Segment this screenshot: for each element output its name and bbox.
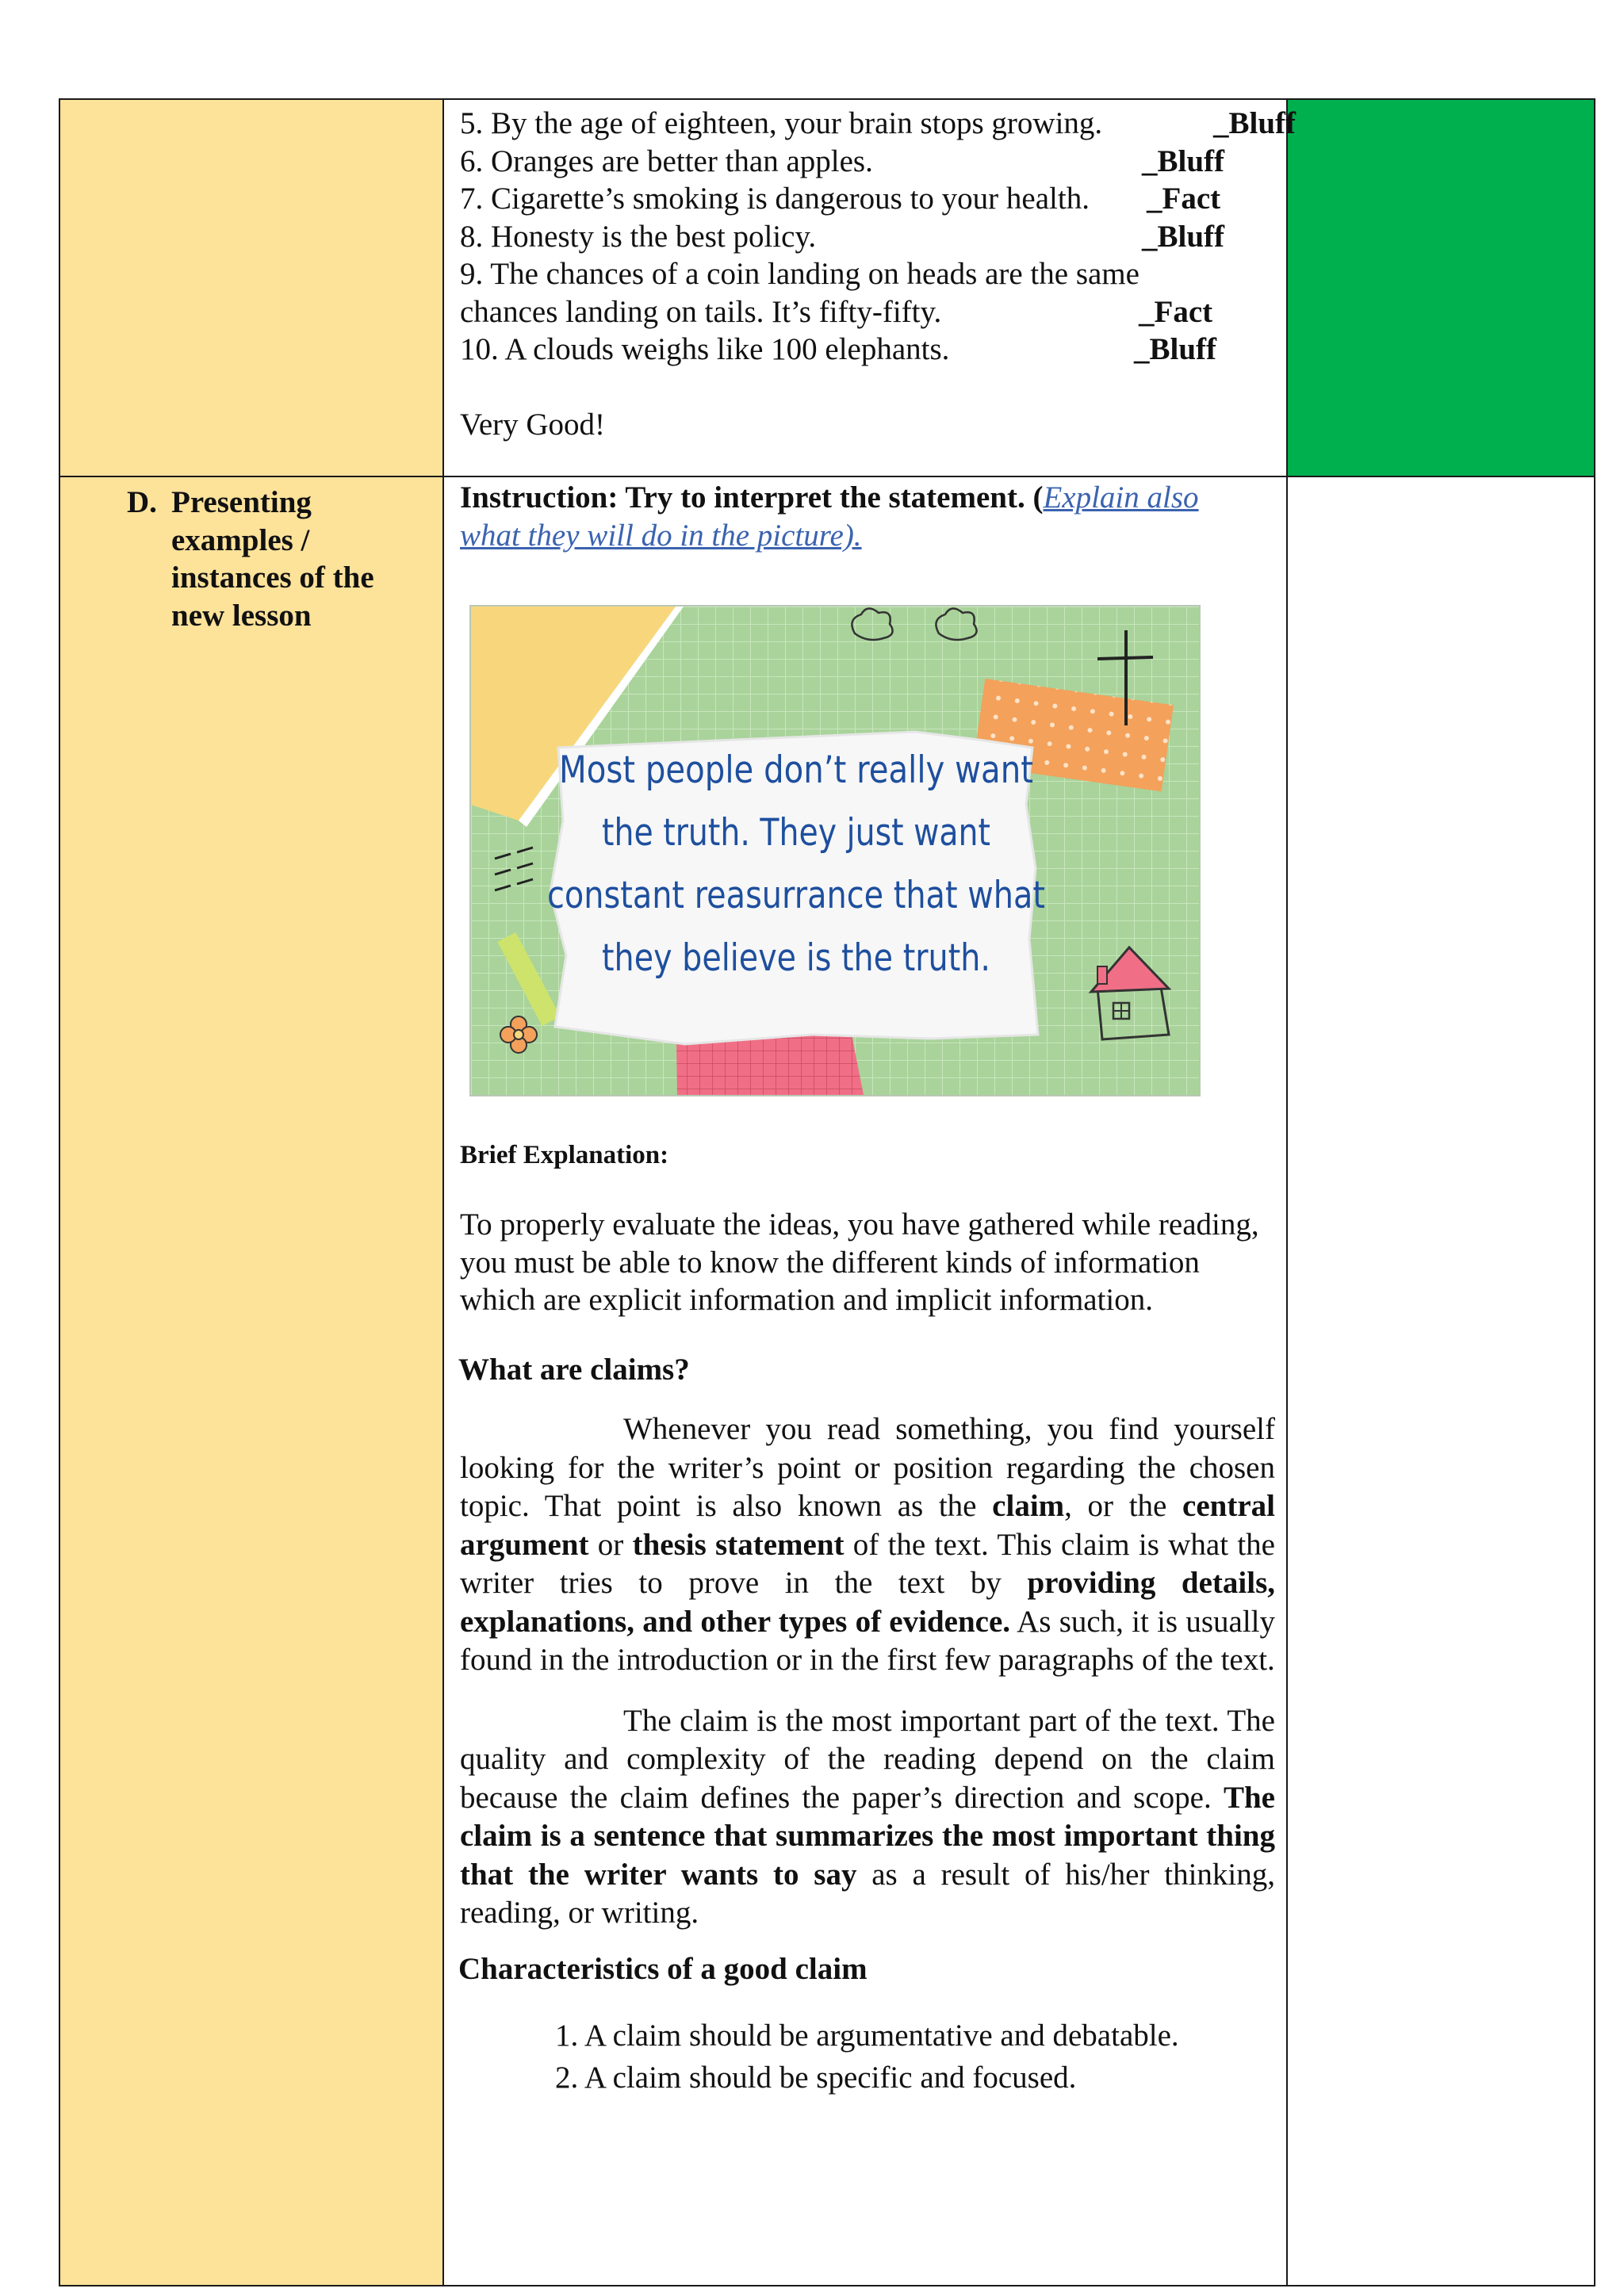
statement-text: 9. The chances of a coin landing on heads are the same — [460, 257, 1139, 291]
brief-explanation-heading: Brief Explanation: — [460, 1141, 669, 1169]
table-row — [59, 99, 1595, 476]
stage-label — [60, 477, 442, 634]
stage-title-line: instances of the — [171, 561, 374, 595]
list-item — [460, 293, 1275, 331]
body-text: as a result of his/her thinking, reading, or writing. — [460, 1857, 1275, 1930]
stage-title-line: Presenting — [171, 485, 312, 519]
praise-text: Very Good! — [460, 407, 606, 442]
answer-label: _Fact — [1139, 294, 1213, 329]
remarks-cell — [1287, 476, 1595, 2286]
instruction — [460, 479, 1275, 554]
claims-heading: What are claims? — [458, 1352, 690, 1387]
body-text: The claim is the most important part of the text. The quality and complexity of the reading depend on the claim because the claim defines the paper’s direction and scope. — [460, 1703, 1275, 1815]
body-text: or — [588, 1527, 633, 1562]
claims-paragraph — [460, 1702, 1275, 1933]
stage-title-line: new lesson — [171, 598, 312, 633]
quote-line: Most people don’t really want — [559, 748, 1033, 792]
stage-title-line: examples / — [171, 522, 310, 557]
answer-list — [444, 100, 1297, 443]
answer-label: _Fact — [1147, 182, 1221, 216]
explain-link[interactable]: Explain also — [1043, 480, 1199, 515]
bold-term: central argument — [460, 1489, 1275, 1562]
lesson-content — [444, 477, 1286, 2099]
body-text: As such, it is usually found in the introduction or in the first few paragraphs of the text. — [460, 1604, 1275, 1677]
list-item: 2. A claim should be specific and focused. — [555, 2061, 1077, 2095]
explain-link-continued[interactable]: what they will do in the picture). — [460, 518, 862, 553]
list-item — [460, 180, 1275, 218]
list-item — [460, 218, 1275, 256]
quote-line: the truth. They just want — [602, 811, 990, 855]
characteristics-heading: Characteristics of a good claim — [458, 1951, 868, 1986]
bold-term: thesis statement — [632, 1527, 845, 1562]
list-item — [460, 105, 1297, 143]
body-text: Whenever you read something, you find yourself looking for the writer’s point or position regarding the chosen topic. That point is also known as the — [460, 1412, 1275, 1523]
list-item: 1. A claim should be argumentative and debatable. — [555, 2019, 1179, 2053]
table-row — [59, 476, 1595, 2286]
list-item — [460, 331, 1275, 369]
answer-label: _Bluff — [1134, 332, 1217, 366]
claims-paragraph — [460, 1410, 1275, 1680]
remarks-cell-green — [1287, 99, 1595, 476]
instruction-label: Instruction: Try to interpret the statement. ( — [460, 480, 1044, 515]
stage-letter: D. — [127, 485, 157, 519]
quote-line: constant reasurrance that what — [547, 874, 1045, 917]
stage-cell — [59, 476, 443, 2286]
quote-picture — [469, 605, 1201, 1096]
activity-cell — [443, 99, 1297, 476]
bold-term: claim — [992, 1489, 1065, 1523]
list-item — [460, 143, 1275, 181]
answer-label: _Bluff — [1142, 144, 1225, 178]
body-text: , or the — [1064, 1489, 1183, 1523]
body-text: of the text. This claim is what the writer tries to prove in the text by — [460, 1527, 1275, 1600]
characteristics-list — [460, 2015, 1275, 2099]
stage-title — [171, 484, 435, 634]
statement-text: 5. By the age of eighteen, your brain stops growing. — [460, 106, 1103, 140]
quote-line: they believe is the truth. — [602, 936, 990, 980]
lesson-plan-table — [59, 98, 1595, 2286]
intro-paragraph: To properly evaluate the ideas, you have gathered while reading, you must be able to know the different kinds of information which are explicit information and implicit information. — [460, 1207, 1259, 1317]
answer-label: _Bluff — [1142, 219, 1225, 254]
statement-text: 6. Oranges are better than apples. — [460, 144, 873, 178]
list-item — [460, 255, 1275, 293]
quote-illustration — [471, 607, 1199, 1095]
content-cell — [443, 476, 1287, 2286]
statement-text: 8. Honesty is the best policy. — [460, 219, 817, 254]
bold-term: providing details, explanations, and other types of evidence. — [460, 1566, 1275, 1639]
bold-term: The claim is a sentence that summarizes the most important thing that the writer wants to say — [460, 1780, 1275, 1892]
statement-text: chances landing on tails. It’s fifty-fifty. — [460, 294, 942, 329]
statement-text: 10. A clouds weighs like 100 elephants. — [460, 332, 950, 366]
stage-cell-empty — [59, 99, 443, 476]
answer-label: _Bluff — [1213, 106, 1297, 140]
statement-text: 7. Cigarette’s smoking is dangerous to your health. — [460, 182, 1090, 216]
